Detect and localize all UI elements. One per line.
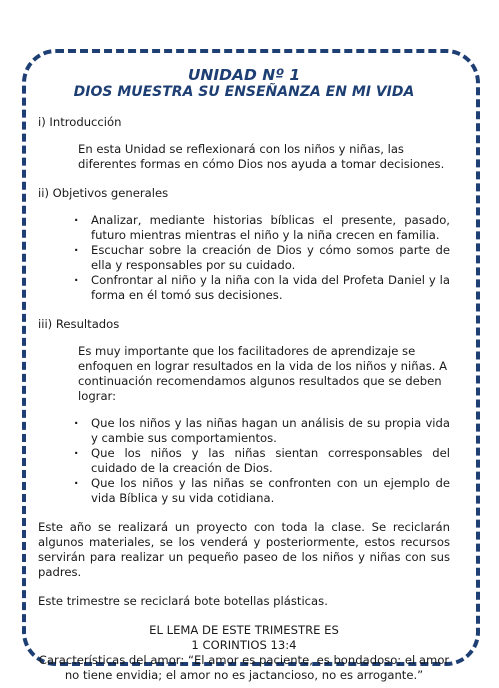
results-text: Es muy importante que los facilitadores de aprendizaje se enfoquen en lograr resultados en la vida de los niños y niñas. A continuación recomendamos algunos resultados que se deben lograr: bbox=[78, 344, 448, 403]
intro-text: En esta Unidad se reflexionará con los niños y niñas, las diferentes formas en cómo Dios nos ayuda a tomar decisiones. bbox=[78, 142, 445, 171]
project-paragraph: Este año se realizará un proyecto con toda la clase. Se reciclarán algunos materiales, se los venderá y posteriormente, estos recursos servirán para realizar un pequeño paseo de los niños y niñas con sus padres. bbox=[38, 520, 450, 579]
list-item: · Que los niños y las niñas sientan corresponsables del cuidado de la creación de Dios. bbox=[74, 446, 450, 476]
list-item: · Que los niños y las niñas se confronten con un ejemplo de vida Bíblica y su vida cotidiana. bbox=[74, 476, 450, 506]
unit-title: UNIDAD Nº 1 bbox=[187, 66, 301, 84]
motto-quote: Características del amor: “El amor es paciente, es bondadoso; el amor no tiene envidia; el amor no es jactancioso, no es arrogante.” bbox=[38, 653, 450, 682]
results-list bbox=[38, 416, 450, 506]
list-item: · Confrontar al niño y la niña con la vida del Profeta Daniel y la forma en él tomó sus decisiones. bbox=[74, 273, 450, 303]
results-heading: iii) Resultados bbox=[38, 317, 120, 331]
list-item: · Analizar, mediante historias bíblicas el presente, pasado, futuro mientras mientras el niño y la niña crecen en familia. bbox=[74, 213, 450, 243]
trimester-paragraph: Este trimestre se reciclará bote botellas plásticas. bbox=[38, 594, 328, 608]
intro-heading: i) Introducción bbox=[38, 115, 122, 129]
list-item: · Escuchar sobre la creación de Dios y cómo somos parte de ella y responsables por su cuidado. bbox=[74, 243, 450, 273]
motto-reference: 1 CORINTIOS 13:4 bbox=[191, 638, 297, 652]
list-item: · Que los niños y las niñas hagan un análisis de su propia vida y cambie sus comportamientos. bbox=[74, 416, 450, 446]
objectives-heading: ii) Objetivos generales bbox=[38, 186, 169, 200]
motto-heading: EL LEMA DE ESTE TRIMESTRE ES bbox=[149, 623, 339, 637]
unit-subtitle: DIOS MUESTRA SU ENSEÑANZA EN MI VIDA bbox=[73, 84, 415, 100]
page-content bbox=[38, 66, 450, 683]
objectives-list bbox=[38, 213, 450, 303]
